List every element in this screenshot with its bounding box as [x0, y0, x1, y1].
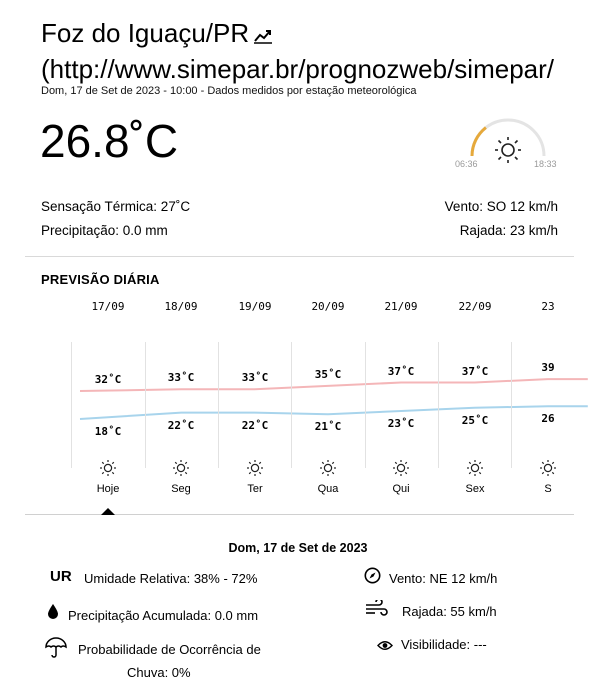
humidity-abbr: UR — [50, 568, 72, 585]
sun-icon — [99, 459, 117, 482]
detail-wind: Vento: NE 12 km/h — [389, 571, 498, 586]
forecast-day-date: 21/09 — [384, 300, 418, 313]
day-separator — [291, 342, 292, 468]
forecast-min-temp: 21˚C — [314, 420, 342, 433]
forecast-min-temp: 22˚C — [167, 419, 195, 432]
forecast-day-name[interactable]: Seg — [171, 483, 191, 495]
sun-icon — [392, 459, 410, 482]
measurement-subtitle: Dom, 17 de Set de 2023 - 10:00 - Dados medidos por estação meteorológica — [41, 85, 417, 97]
sunrise-time: 06:36 — [455, 159, 478, 169]
eye-icon — [377, 638, 393, 656]
humidity: Umidade Relativa: 38% - 72% — [84, 571, 258, 586]
source-link[interactable]: (http://www.simepar.br/prognozweb/simepar/ — [41, 54, 554, 85]
temperature-trend-chart — [0, 300, 596, 520]
precipitation: Precipitação: 0.0 mm — [41, 223, 168, 238]
water-drop-icon — [47, 603, 59, 624]
sun-icon — [495, 137, 521, 163]
forecast-max-temp: 32˚C — [94, 373, 122, 386]
page-title — [41, 16, 596, 86]
forecast-day-name[interactable]: Sex — [465, 483, 485, 495]
umbrella-icon — [45, 637, 67, 664]
forecast-min-temp: 18˚C — [94, 425, 122, 438]
forecast-day-date: 18/09 — [164, 300, 198, 313]
sun-icon — [172, 459, 190, 482]
forecast-max-temp: 37˚C — [461, 365, 489, 378]
forecast-min-temp: 23˚C — [387, 417, 415, 430]
forecast-day-name[interactable]: Qua — [317, 483, 339, 495]
forecast-day-name[interactable]: S — [544, 483, 552, 495]
day-separator — [71, 342, 72, 468]
day-separator — [365, 342, 366, 468]
forecast-day-date: 17/09 — [91, 300, 125, 313]
forecast-max-temp: 37˚C — [387, 365, 415, 378]
compass-icon — [364, 567, 381, 589]
feels-like: Sensação Térmica: 27˚C — [41, 199, 191, 214]
sun-icon — [319, 459, 337, 482]
wind-icon — [365, 600, 389, 623]
forecast-day-name[interactable]: Ter — [247, 483, 263, 495]
forecast-min-temp: 26 — [541, 412, 555, 425]
sun-icon — [246, 459, 264, 482]
forecast-max-temp: 33˚C — [241, 371, 269, 384]
forecast-day-name[interactable]: Qui — [392, 483, 410, 495]
wind: Vento: SO 12 km/h — [444, 199, 558, 214]
location-name: Foz do Iguaçu/PR — [41, 18, 250, 48]
rain-probability-line1: Probabilidade de Ocorrência de — [78, 642, 261, 657]
day-separator — [511, 342, 512, 468]
forecast-day-date: 22/09 — [458, 300, 492, 313]
trending-up-icon[interactable] — [253, 18, 273, 52]
current-temperature: 26.8˚C — [40, 115, 179, 167]
selected-day-indicator — [101, 508, 115, 515]
forecast-min-temp: 25˚C — [461, 414, 489, 427]
detail-date: Dom, 17 de Set de 2023 — [228, 541, 368, 555]
forecast-max-temp: 35˚C — [314, 368, 342, 381]
forecast-max-temp: 39 — [541, 361, 555, 374]
day-separator — [218, 342, 219, 468]
daily-forecast-strip[interactable] — [0, 300, 596, 520]
rain-probability-line2: Chuva: 0% — [127, 665, 191, 680]
sun-icon — [539, 459, 557, 482]
precipitation-accumulated: Precipitação Acumulada: 0.0 mm — [68, 608, 259, 623]
forecast-max-temp: 33˚C — [167, 371, 195, 384]
forecast-title: PREVISÃO DIÁRIA — [41, 272, 160, 287]
forecast-day-date: 19/09 — [238, 300, 272, 313]
sunset-time: 18:33 — [534, 159, 557, 169]
forecast-day-date: 20/09 — [311, 300, 345, 313]
day-separator — [145, 342, 146, 468]
detail-gust: Rajada: 55 km/h — [402, 604, 497, 619]
forecast-day-date: 23 — [541, 300, 555, 313]
visibility: Visibilidade: --- — [401, 637, 487, 652]
forecast-day-name[interactable]: Hoje — [96, 483, 120, 495]
sun-icon — [466, 459, 484, 482]
divider — [25, 256, 574, 257]
forecast-min-temp: 22˚C — [241, 419, 269, 432]
gust: Rajada: 23 km/h — [459, 223, 558, 238]
day-separator — [438, 342, 439, 468]
